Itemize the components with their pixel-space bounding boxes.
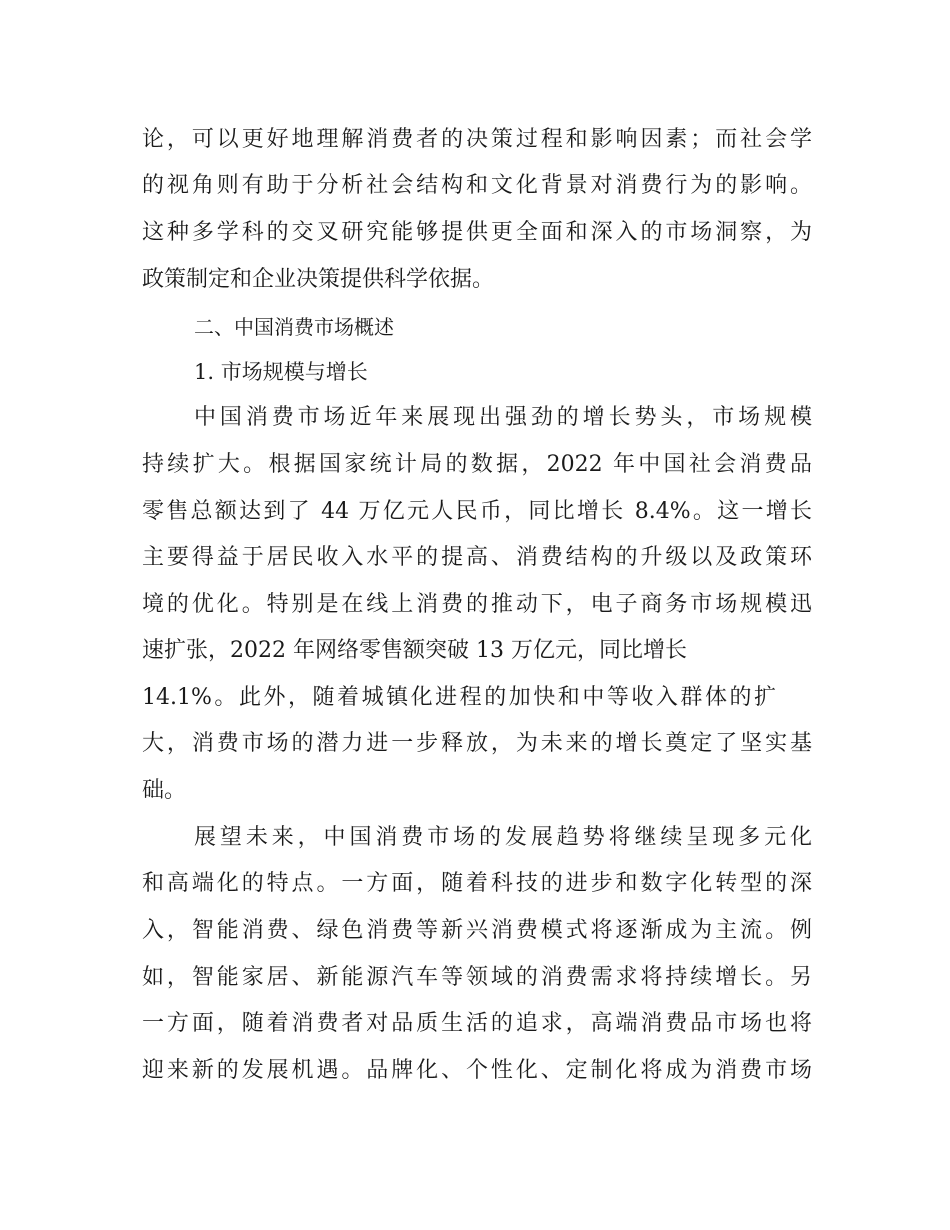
text-line: 14.1%。此外，随着城镇化进程的加快和中等收入群体的扩 bbox=[142, 685, 776, 710]
text-line: 和高端化的特点。一方面，随着科技的进步和数字化转型的深 bbox=[142, 871, 812, 896]
text-line: 主要得益于居民收入水平的提高、消费结构的升级以及政策环 bbox=[142, 545, 812, 570]
text-line: 大，消费市场的潜力进一步释放，为未来的增长奠定了坚实基 bbox=[142, 731, 812, 756]
text-line: 展望未来，中国消费市场的发展趋势将继续呈现多元化 bbox=[194, 825, 812, 850]
text-line: 一方面，随着消费者对品质生活的追求，高端消费品市场也将 bbox=[142, 1011, 812, 1036]
section-heading: 二、中国消费市场概述 bbox=[194, 315, 394, 339]
text-line: 零售总额达到了 44 万亿元人民币，同比增长 8.4%。这一增长 bbox=[142, 499, 812, 524]
text-line: 持续扩大。根据国家统计局的数据，2022 年中国社会消费品 bbox=[142, 452, 812, 477]
text-line: 境的优化。特别是在线上消费的推动下，电子商务市场规模迅 bbox=[142, 592, 812, 617]
text-line: 如，智能家居、新能源汽车等领域的消费需求将持续增长。另 bbox=[142, 965, 812, 990]
text-line: 迎来新的发展机遇。品牌化、个性化、定制化将成为消费市场 bbox=[142, 1058, 812, 1083]
text-line: 中国消费市场近年来展现出强劲的增长势头，市场规模 bbox=[194, 405, 812, 430]
subsection-heading: 1. 市场规模与增长 bbox=[194, 360, 368, 384]
text-line: 的视角则有助于分析社会结构和文化背景对消费行为的影响。 bbox=[142, 173, 812, 198]
text-line: 这种多学科的交叉研究能够提供更全面和深入的市场洞察，为 bbox=[142, 220, 812, 245]
text-line: 入，智能消费、绿色消费等新兴消费模式将逐渐成为主流。例 bbox=[142, 918, 812, 943]
text-line: 础。 bbox=[142, 778, 187, 803]
text-line: 速扩张，2022 年网络零售额突破 13 万亿元，同比增长 bbox=[142, 638, 687, 663]
text-line: 政策制定和企业决策提供科学依据。 bbox=[142, 267, 495, 292]
text-line: 论，可以更好地理解消费者的决策过程和影响因素；而社会学 bbox=[142, 127, 812, 152]
